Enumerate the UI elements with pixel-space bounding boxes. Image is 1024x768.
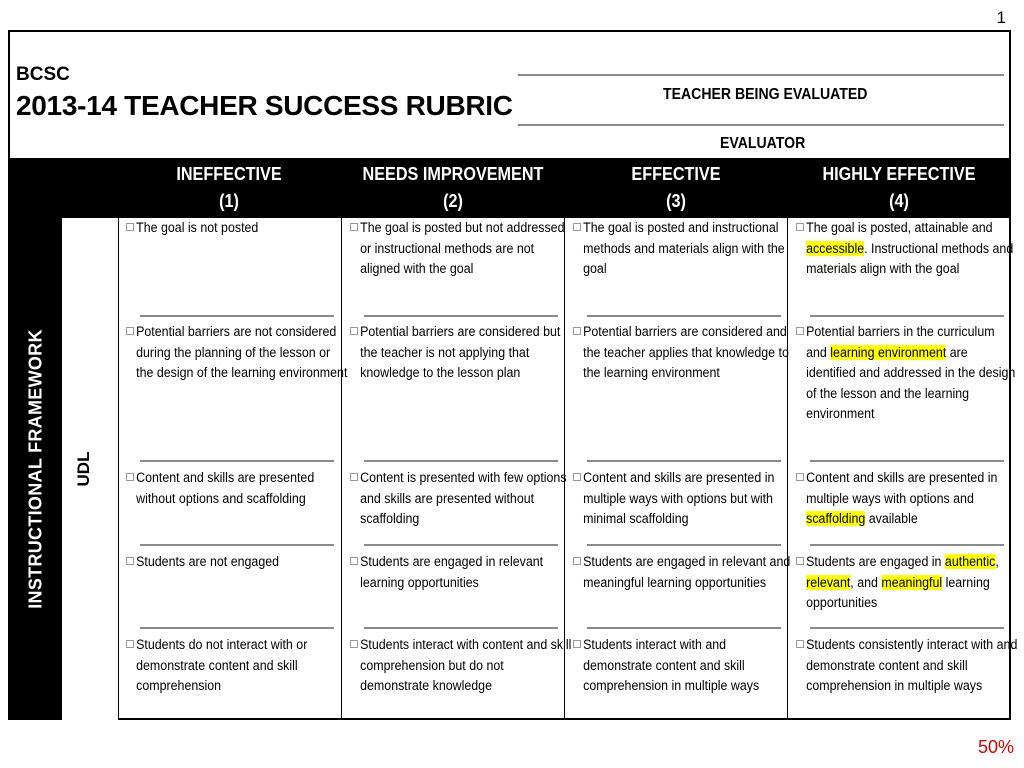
rubric-cell-text: Students are engaged in authentic, relevant, and meaningful learning opportunities: [806, 554, 999, 610]
rubric-cell-text: Students consistently interact with and demonstrate content and skill comprehension in multiple ways: [806, 637, 1018, 693]
rubric-cell-engagement-level-4: [796, 552, 1024, 614]
row-separator: [364, 544, 558, 546]
rubric-cell-barriers-level-4: [796, 322, 1024, 425]
level-number: (4): [889, 191, 909, 211]
rubric-cell-engagement-level-3: [573, 552, 814, 593]
rubric-cell-text: Students are engaged in relevant and meaningful learning opportunities: [583, 554, 791, 590]
rubric-cell-text: Students do not interact with or demonstrate content and skill comprehension: [136, 637, 308, 693]
row-separator: [364, 460, 558, 462]
rubric-cell-text: The goal is not posted: [136, 220, 259, 235]
row-separator: [587, 544, 781, 546]
rubric-cell-text: Content and skills are presented in multiple ways with options but with minimal scaffolding: [583, 470, 775, 526]
rubric-cell-interaction-level-2: [350, 635, 591, 697]
row-separator: [587, 460, 781, 462]
rubric-cell-text: Students are not engaged: [136, 554, 280, 569]
highlighted-term: accessible: [806, 240, 865, 256]
highlighted-term: authentic: [944, 554, 996, 569]
level-highly-effective: [799, 158, 999, 218]
rubric-cell-text: The goal is posted, attainable and accessible. Instructional methods and materials align with the goal: [806, 220, 1014, 276]
rubric-cell-text: The goal is posted and instructional methods and materials align with the goal: [583, 220, 785, 276]
rubric-cell-text: Students interact with content and skill comprehension but do not demonstrate knowledge: [360, 637, 572, 693]
rubric-header: [10, 32, 1011, 158]
subcategory-label: UDL: [74, 451, 93, 487]
rubric-cell-barriers-level-1: [126, 322, 367, 384]
rubric-cell-text: Potential barriers are considered and the teacher applies that knowledge to the learning environment: [583, 324, 789, 380]
rubric-cell-text: Content and skills are presented without options and scaffolding: [136, 470, 315, 506]
teacher-signature-line: [518, 74, 1004, 76]
level-name: HIGHLY EFFECTIVE: [822, 164, 976, 184]
rubric-cell-content-skills-level-3: [573, 468, 814, 530]
rubric-cell-content-skills-level-2: [350, 468, 591, 530]
row-separator: [364, 627, 558, 629]
performance-levels-bar: [10, 158, 1011, 218]
rubric-cell-barriers-level-2: [350, 322, 591, 384]
rubric-cell-engagement-level-2: [350, 552, 591, 593]
rubric-cell-interaction-level-3: [573, 635, 814, 697]
level-number: (1): [219, 191, 239, 211]
row-separator: [587, 315, 781, 317]
highlighted-term: learning environment: [830, 344, 947, 360]
row-separator: [810, 627, 1004, 629]
page-number: 1: [996, 8, 1006, 27]
evaluator-label: EVALUATOR: [720, 135, 806, 152]
rubric-cell-text: Content and skills are presented in multiple ways with options and scaffolding available: [806, 470, 998, 526]
row-separator: [140, 315, 334, 317]
teacher-label: TEACHER BEING EVALUATED: [663, 86, 868, 103]
highlighted-term: scaffolding: [806, 511, 866, 526]
row-separator: [810, 315, 1004, 317]
rubric-cell-goal-level-1: [126, 218, 367, 239]
page-title: 2013-14 TEACHER SUCCESS RUBRIC: [16, 90, 513, 121]
level-needs-improvement: [353, 158, 553, 218]
rubric-cell-goal-level-3: [573, 218, 814, 280]
rubric-cell-text: Students are engaged in relevant learning opportunities: [360, 554, 544, 590]
rubric-cell-text: Content is presented with few options and skills are presented without scaffolding: [360, 470, 567, 526]
level-ineffective: [129, 158, 329, 218]
rubric-cell-text: Potential barriers are not considered during the planning of the lesson or the design of the learning environment: [136, 324, 348, 380]
rubric-cell-barriers-level-3: [573, 322, 814, 384]
level-name: INEFFECTIVE: [176, 164, 282, 184]
rubric-cell-content-skills-level-4: [796, 468, 1024, 530]
rubric-cell-text: The goal is posted but not addressed or instructional methods are not aligned with the goal: [360, 220, 565, 276]
row-separator: [140, 544, 334, 546]
side-category-label: INSTRUCTIONAL FRAMEWORK: [25, 329, 46, 609]
side-category-band: [10, 218, 62, 720]
rubric-cell-text: Potential barriers in the curriculum and learning environment are identified and addressed in the design of the lesson and the learning environment: [806, 324, 1016, 421]
level-name: NEEDS IMPROVEMENT: [362, 164, 544, 184]
row-separator: [364, 315, 558, 317]
rubric-cell-engagement-level-1: [126, 552, 367, 573]
level-effective: [576, 158, 776, 218]
rubric-cell-interaction-level-1: [126, 635, 367, 697]
row-separator: [140, 460, 334, 462]
rubric-cell-goal-level-4: [796, 218, 1024, 280]
row-separator: [810, 460, 1004, 462]
level-name: EFFECTIVE: [631, 164, 721, 184]
highlighted-term: meaningful: [881, 574, 943, 590]
row-separator: [810, 544, 1004, 546]
organization-name: BCSC: [16, 64, 70, 85]
rubric-cell-goal-level-2: [350, 218, 591, 280]
rubric-cell-content-skills-level-1: [126, 468, 367, 509]
level-number: (3): [666, 191, 686, 211]
zoom-level: 50%: [977, 737, 1014, 757]
rubric-table: [8, 30, 1018, 720]
highlighted-term: relevant: [806, 574, 851, 590]
row-separator: [587, 627, 781, 629]
rubric-cell-text: Students interact with and demonstrate content and skill comprehension in multiple ways: [583, 637, 760, 693]
subcategory-column: [62, 218, 119, 720]
evaluator-signature-line: [518, 124, 1004, 126]
level-number: (2): [443, 191, 463, 211]
rubric-cell-text: Potential barriers are considered but the teacher is not applying that knowledge to the lesson plan: [360, 324, 561, 380]
rubric-cell-interaction-level-4: [796, 635, 1024, 697]
row-separator: [140, 627, 334, 629]
